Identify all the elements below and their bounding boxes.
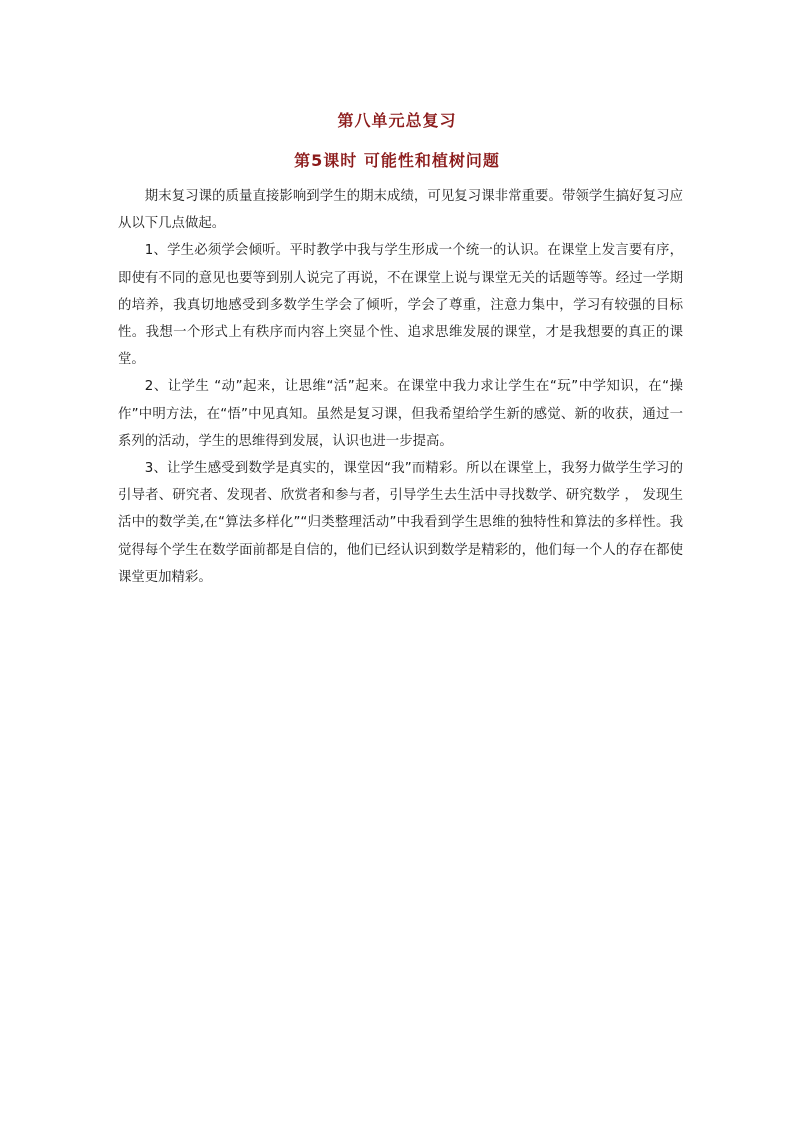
paragraph-intro: 期末复习课的质量直接影响到学生的期末成绩，可见复习课非常重要。带领学生搞好复习应从以下几点做起。 — [118, 189, 683, 232]
document-title: 第八单元总复习 — [337, 111, 457, 130]
document-subtitle: 第5课时 可能性和植树问题 — [294, 151, 500, 170]
document-body — [118, 183, 683, 591]
paragraph-point-1: 1、学生必须学会倾听。平时教学中我与学生形成一个统一的认识。在课堂上发言要有序，即使有不同的意见也要等到别人说完了再说，不在课堂上说与课堂无关的话题等等。经过一学期的培养，我真切地感受到多数学生学会了倾听，学会了尊重，注意力集中，学习有较强的目标性。我想一个形式上有秩序而内容上突显个性、追求思维发展的课堂，才是我想要的真正的课堂。 — [118, 243, 683, 368]
paragraph-point-3: 3、让学生感受到数学是真实的，课堂因“我”而精彩。所以在课堂上，我努力做学生学习的引导者、研究者、发现者、欣赏者和参与者，引导学生去生活中寻找数学、研究数学 ， 发现生活中的数学美,在“算法多样化”“归类整理活动”中我看到学生思维的独特性和算法的多样性。我觉得每个学生在数学面前都是自信的，他们已经认识到数学是精彩的，他们每一个人的存在都使课堂更加精彩。 — [118, 461, 683, 585]
paragraph-point-2: 2、让学生 “动”起来，让思维“活”起来。在课堂中我力求让学生在“玩”中学知识，在“操作”中明方法，在“悟”中见真知。虽然是复习课，但我希望给学生新的感觉、新的收获，通过一系列的活动，学生的思维得到发展，认识也进一步提高。 — [118, 379, 683, 449]
